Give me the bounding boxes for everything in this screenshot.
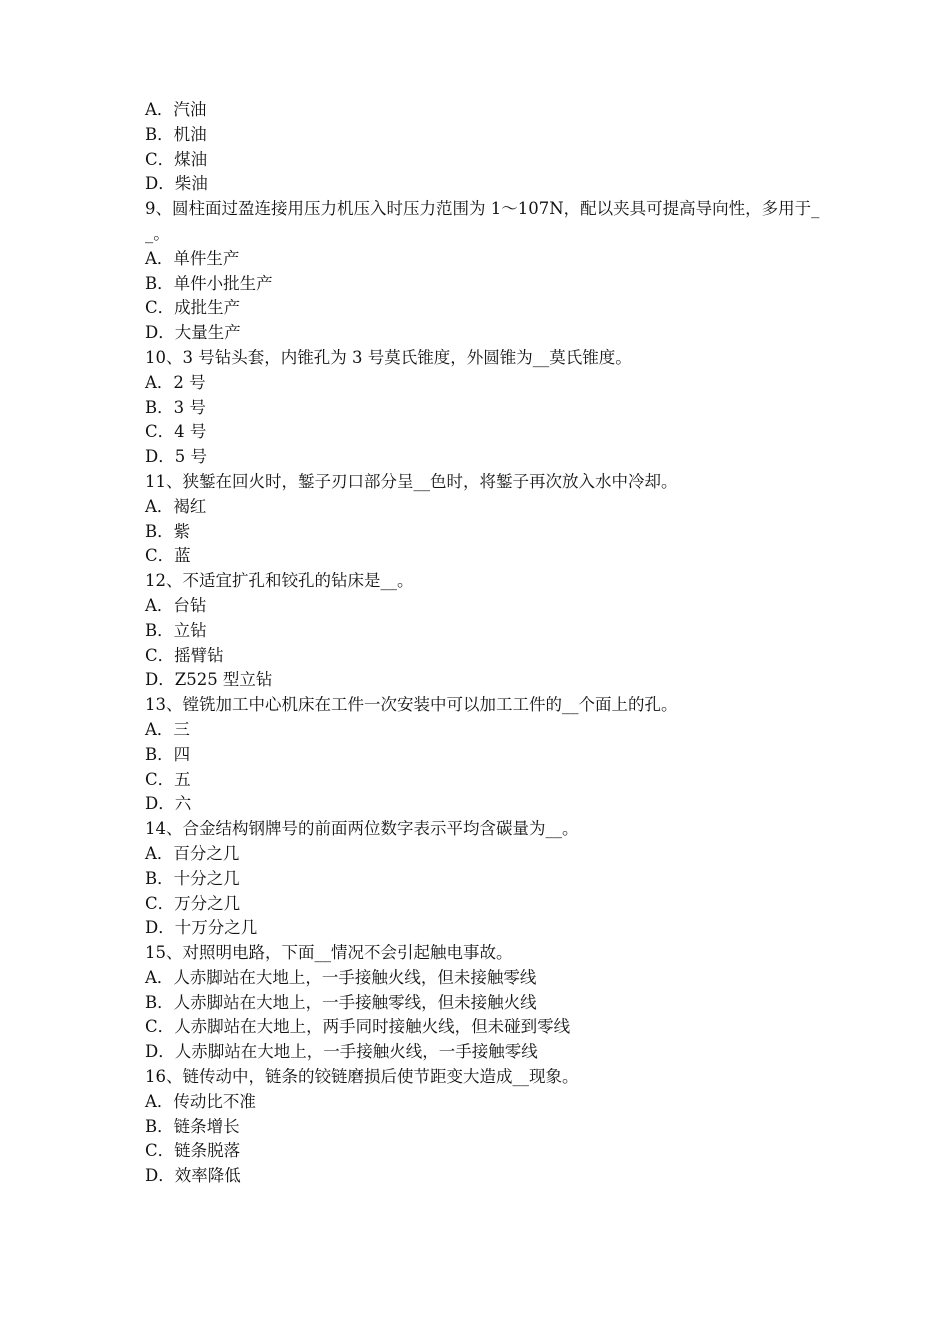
option-line: B．十分之几 (145, 868, 240, 888)
option-line: A．三 (145, 719, 190, 739)
option-line: D．柴油 (145, 174, 208, 194)
question-10 (145, 346, 825, 470)
option-line: D．5 号 (145, 447, 207, 467)
question-16 (145, 1065, 825, 1189)
option-line: C．成批生产 (145, 298, 241, 318)
option-line: B．单件小批生产 (145, 273, 273, 293)
option-line: C．链条脱落 (145, 1141, 241, 1161)
option-line: D．Z525 型立钻 (145, 670, 273, 690)
document-page (145, 98, 825, 1189)
option-line: A．百分之几 (145, 843, 240, 863)
option-line: B．四 (145, 744, 191, 764)
option-line: C．人赤脚站在大地上，两手同时接触火线，但未碰到零线 (145, 1017, 571, 1037)
option-line: C．摇臂钻 (145, 645, 224, 665)
question-text: 14、合金结构钢牌号的前面两位数字表示平均含碳量为__。 (145, 819, 579, 839)
question-9 (145, 197, 825, 346)
option-line: A．传动比不准 (145, 1091, 256, 1111)
option-line: D．六 (145, 794, 192, 814)
option-line: C．五 (145, 769, 191, 789)
question-text: 15、对照明电路，下面__情况不会引起触电事故。 (145, 943, 513, 963)
lead-options (145, 98, 825, 197)
option-line: B．3 号 (145, 397, 206, 417)
option-line: B．紫 (145, 521, 191, 541)
question-11 (145, 470, 825, 569)
option-line: C．4 号 (145, 422, 207, 442)
option-line: C．蓝 (145, 546, 191, 566)
option-line: A．台钻 (145, 595, 207, 615)
option-line: C．万分之几 (145, 893, 241, 913)
option-line: B．链条增长 (145, 1116, 240, 1136)
option-line: A．汽油 (145, 100, 207, 119)
question-13 (145, 693, 825, 817)
question-15 (145, 941, 825, 1065)
question-text: 9、圆柱面过盈连接用压力机压入时压力范围为 1～107N，配以夹具可提高导向性，多用于__。 (145, 199, 820, 243)
option-line: D．效率降低 (145, 1166, 241, 1186)
option-line: B．立钻 (145, 620, 207, 640)
option-line: A．2 号 (145, 372, 206, 392)
question-text: 12、不适宜扩孔和铰孔的钻床是__。 (145, 571, 414, 591)
option-line: D．人赤脚站在大地上，一手接触火线，一手接触零线 (145, 1042, 538, 1062)
option-line: A．褐红 (145, 496, 207, 516)
option-line: D．十万分之几 (145, 918, 258, 938)
option-line: A．人赤脚站在大地上，一手接触火线，但未接触零线 (145, 967, 537, 987)
question-14 (145, 817, 825, 941)
option-line: B．人赤脚站在大地上，一手接触零线，但未接触火线 (145, 992, 537, 1012)
question-text: 13、镗铣加工中心机床在工件一次安装中可以加工工件的__个面上的孔。 (145, 695, 678, 715)
option-line: A．单件生产 (145, 248, 240, 268)
question-text: 10、3 号钻头套，内锥孔为 3 号莫氏锥度，外圆锥为__莫氏锥度。 (145, 347, 632, 367)
option-line: C．煤油 (145, 149, 208, 169)
question-text: 11、狭錾在回火时，錾子刃口部分呈__色时，将錾子再次放入水中冷却。 (145, 471, 678, 491)
question-text: 16、链传动中，链条的铰链磨损后使节距变大造成__现象。 (145, 1067, 579, 1087)
option-line: B．机油 (145, 124, 207, 144)
option-line: D．大量生产 (145, 323, 241, 343)
question-12 (145, 569, 825, 693)
